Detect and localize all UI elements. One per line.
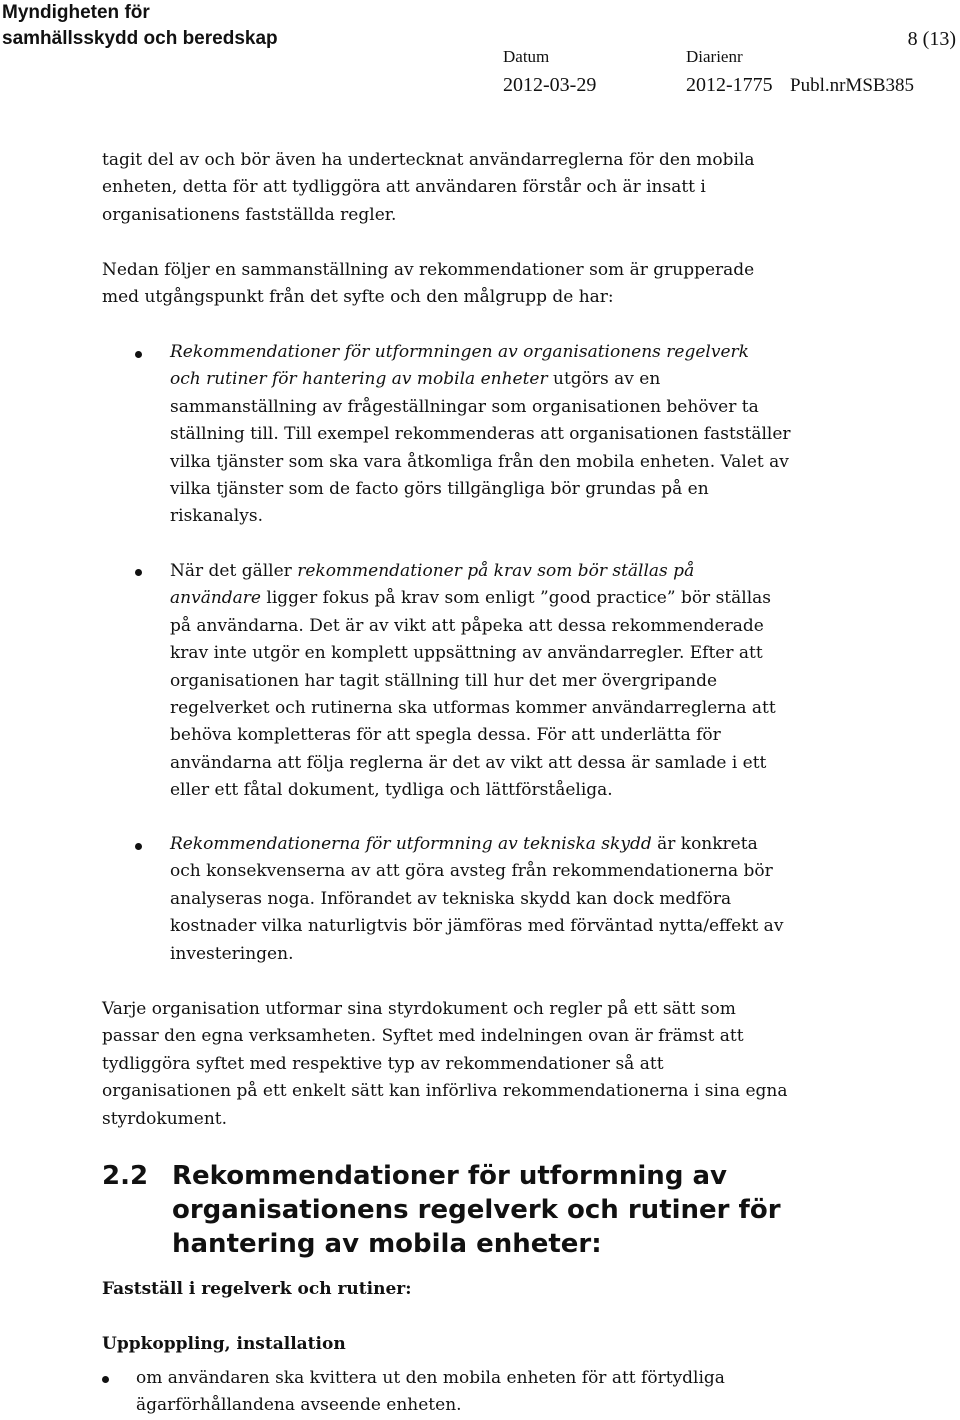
diarienr-label: Diarienr bbox=[686, 47, 743, 66]
bullet-marker bbox=[135, 843, 142, 850]
text-line: kostnader vilka naturligtvis bör jämföras med förväntad nytta/effekt av bbox=[170, 916, 784, 937]
emphasis-text: användare bbox=[170, 588, 261, 609]
text-line: användarna att följa reglerna är det av vikt att dessa är samlade i ett bbox=[170, 752, 767, 773]
emphasis-text: rekommendationer på krav som bör ställas på bbox=[297, 561, 695, 581]
text-segment: När det gäller bbox=[170, 561, 298, 581]
intro-paragraph bbox=[102, 147, 755, 229]
text-line: analyseras noga. Införandet av tekniska skydd kan dock medföra bbox=[170, 888, 732, 909]
page-number: 8 (13) bbox=[907, 28, 956, 50]
text-line: på användarna. Det är av vikt att påpeka att dessa rekommenderade bbox=[170, 615, 764, 636]
text-line: organisationens fastställda regler. bbox=[102, 204, 397, 225]
text-line: om användaren ska kvittera ut den mobila enheten för att förtydliga bbox=[136, 1368, 725, 1388]
section-number: 2.2 bbox=[102, 1161, 149, 1191]
text-segment: är konkreta bbox=[651, 834, 758, 854]
text-line: regelverket och rutinerna ska utformas kommer användarreglerna att bbox=[170, 698, 776, 719]
section-heading bbox=[172, 1159, 781, 1261]
text-line: investeringen. bbox=[170, 943, 294, 964]
emphasis-text: Rekommendationer för utformningen av organisationens regelverk bbox=[170, 342, 749, 362]
date-label: Datum bbox=[503, 47, 550, 66]
text-segment: utgörs av en bbox=[547, 369, 661, 390]
text-line: tagit del av och bör även ha undertecknat användarreglerna för den mobila bbox=[102, 150, 755, 170]
text-line: med utgångspunkt från det syfte och den målgrupp de har: bbox=[102, 287, 614, 308]
org-name-line2: samhällsskydd och beredskap bbox=[2, 28, 278, 49]
heading-line: hantering av mobila enheter: bbox=[172, 1229, 602, 1259]
subheading-uppkoppling: Uppkoppling, installation bbox=[102, 1334, 346, 1354]
text-line: styrdokument. bbox=[102, 1108, 228, 1129]
text-line: enheten, detta för att tydliggöra att användaren förstår och är insatt i bbox=[102, 177, 706, 198]
text-line: krav inte utgör en komplett uppsättning av användarregler. Efter att bbox=[170, 643, 763, 664]
bullet-marker bbox=[135, 569, 142, 576]
org-name-line1: Myndigheten för bbox=[2, 2, 150, 23]
summary-paragraph bbox=[102, 257, 754, 312]
text-line: Nedan följer en sammanställning av rekommendationer som är grupperade bbox=[102, 260, 755, 280]
text-line: behöva kompletteras för att spegla dessa. För att underlätta för bbox=[170, 725, 721, 746]
text-line: och konsekvenserna av att göra avsteg från rekommendationerna bör bbox=[170, 861, 773, 882]
closing-paragraph bbox=[102, 996, 788, 1133]
publication-number: Publ.nrMSB385 bbox=[790, 75, 915, 96]
bullet-marker bbox=[102, 1376, 109, 1383]
text-line: passar den egna verksamheten. Syftet med indelningen ovan är främst att bbox=[102, 1026, 744, 1047]
text-segment: ligger fokus på krav som enligt ”good practice” bör ställas bbox=[260, 588, 772, 609]
bullet-item-2 bbox=[170, 558, 776, 805]
text-line: ställning till. Till exempel rekommenderas att organisationen fastställer bbox=[170, 424, 791, 445]
bullet-marker bbox=[135, 351, 142, 358]
text-line: sammanställning av frågeställningar som organisationen behöver ta bbox=[170, 396, 759, 417]
emphasis-text: och rutiner för hantering av mobila enheter bbox=[170, 369, 548, 390]
text-line: vilka tjänster som de facto görs tillgängliga bör grundas på en bbox=[170, 479, 709, 500]
text-line: vilka tjänster som ska vara åtkomliga från den mobila enheten. Valet av bbox=[170, 451, 789, 472]
bullet-item-3 bbox=[170, 831, 783, 968]
bullet-item-last bbox=[136, 1365, 725, 1420]
text-line: organisationen har tagit ställning till hur det mer övergripande bbox=[170, 670, 718, 691]
text-line: ägarförhållandena avseende enheten. bbox=[136, 1395, 462, 1416]
heading-line: organisationens regelverk och rutiner för bbox=[172, 1195, 781, 1225]
text-line: riskanalys. bbox=[170, 506, 263, 527]
bullet-item-1 bbox=[170, 339, 791, 531]
text-line: organisationen på ett enkelt sätt kan införliva rekommendationerna i sina egna bbox=[102, 1081, 788, 1102]
date-value: 2012-03-29 bbox=[503, 74, 597, 96]
subheading-regelverk: Fastställ i regelverk och rutiner: bbox=[102, 1279, 412, 1299]
text-line: Varje organisation utformar sina styrdokument och regler på ett sätt som bbox=[102, 999, 736, 1019]
diarienr-value: 2012-1775 bbox=[686, 74, 773, 96]
heading-line: Rekommendationer för utformning av bbox=[172, 1161, 727, 1191]
text-line: eller ett fåtal dokument, tydliga och lättförståeliga. bbox=[170, 780, 613, 801]
text-line: tydliggöra syftet med respektive typ av rekommendationer så att bbox=[102, 1053, 664, 1074]
emphasis-text: Rekommendationerna för utformning av tekniska skydd bbox=[170, 834, 652, 854]
